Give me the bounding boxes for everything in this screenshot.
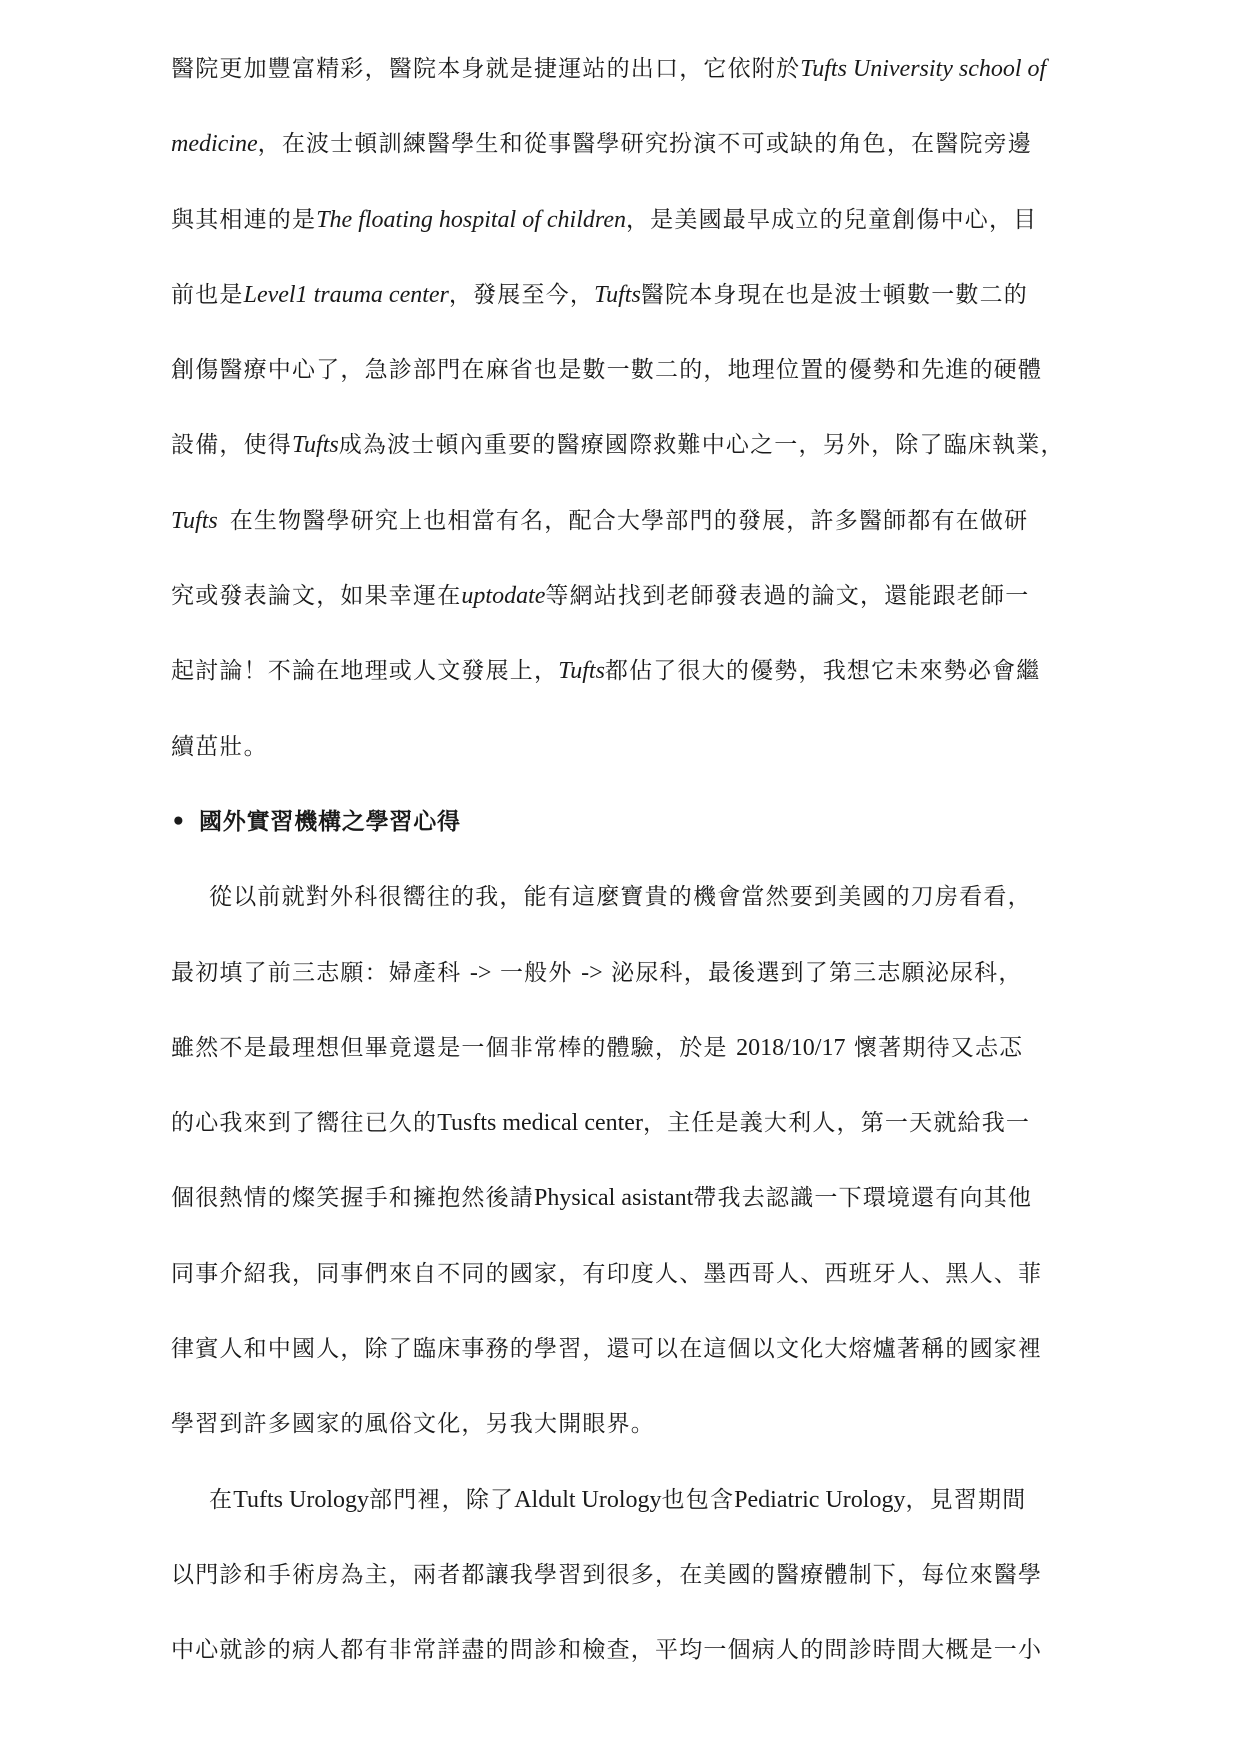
text-run: 都佔了很大的優勢，我想它未來勢必會繼: [604, 658, 1041, 685]
text-run: 醫院本身現在也是波士頓數一數二的: [640, 281, 1028, 308]
text-run: ，在波士頓訓練醫學生和從事醫學研究扮演不可或缺的角色，在醫院旁邊: [257, 131, 1033, 158]
text-run: 從以前就對外科很嚮往的我，能有這麼寶貴的機會當然要到美國的刀房看看，: [209, 884, 1032, 911]
text-line: [171, 46, 1071, 121]
english-term: The floating hospital of children: [316, 206, 626, 233]
text-run: 在生物醫學研究上也相當有名，配合大學部門的發展，許多醫師都有在做研: [229, 507, 1029, 534]
english-term: Tufts: [594, 281, 641, 308]
text-run: 創傷醫療中心了，急診部門在麻省也是數一數二的，地理位置的優勢和先進的硬體: [171, 357, 1043, 384]
text-line: [171, 874, 1071, 949]
section-heading: [171, 799, 1071, 874]
text-run: 帶我去認識一下環境還有向其他: [693, 1185, 1033, 1212]
text-run: 學習到許多國家的風俗文化，另我大開眼界。: [171, 1411, 655, 1438]
english-term: Physical asistant: [534, 1185, 694, 1212]
text-line: [171, 498, 1071, 573]
text-line: [171, 197, 1071, 272]
english-term: Tufts: [171, 507, 218, 534]
text-line: [171, 950, 1071, 1025]
text-run: ，發展至今，: [448, 281, 595, 308]
text-run: 究或發表論文，如果幸運在: [171, 583, 462, 610]
text-run: ，主任是義大利人，第一天就給我一: [642, 1110, 1031, 1137]
text-run: 等網站找到老師發表過的論文，還能跟老師一: [545, 583, 1030, 610]
english-term: Aldult Urology: [514, 1486, 662, 1513]
text-line: [171, 1326, 1071, 1401]
text-run: 前也是: [171, 281, 244, 308]
text-run: 個很熱情的燦笑握手和擁抱然後請: [171, 1185, 534, 1212]
text-run: 同事介紹我，同事們來自不同的國家，有印度人、墨西哥人、西班牙人、黑人、菲: [171, 1260, 1043, 1287]
text-run: 續茁壯。: [171, 733, 268, 760]
arrow-text: ->: [581, 959, 603, 986]
english-term: Tufts: [292, 432, 339, 459]
text-run: 雖然不是最理想但畢竟還是一個非常棒的體驗，於是: [171, 1034, 728, 1061]
date-text: 2018/10/17: [736, 1034, 846, 1061]
text-line: [171, 1477, 1071, 1552]
text-line: [171, 121, 1071, 196]
text-line: [171, 1627, 1071, 1702]
text-run: 設備，使得: [171, 432, 292, 459]
text-run: 與其相連的是: [171, 206, 317, 233]
text-line: [171, 422, 1071, 497]
english-term: medicine: [171, 131, 258, 158]
text-line: [171, 1552, 1071, 1627]
english-term: Pediatric Urology: [734, 1486, 906, 1513]
text-run: 成為波士頓內重要的醫療國際救難中心之一，另外，除了臨床執業，: [338, 432, 1065, 459]
text-run: 起討論！不論在地理或人文發展上，: [171, 658, 559, 685]
text-line: [171, 272, 1071, 347]
bullet-icon: •: [171, 808, 187, 835]
arrow-text: ->: [469, 959, 492, 986]
text-line: [171, 1175, 1071, 1250]
english-term: Level1 trauma center: [243, 281, 449, 308]
text-line: [171, 724, 1071, 799]
text-run: 的心我來到了嚮往已久的: [171, 1110, 438, 1137]
text-run: 在: [209, 1486, 234, 1513]
text-run: 泌尿科，最後選到了第三志願泌尿科，: [611, 959, 1023, 986]
text-run: 懷著期待又忐忑: [853, 1034, 1024, 1061]
english-term: uptodate: [461, 583, 546, 610]
document-page: [171, 46, 1071, 1703]
text-line: [171, 573, 1071, 648]
text-run: 以門診和手術房為主，兩者都讓我學習到很多，在美國的醫療體制下，每位來醫學: [171, 1561, 1043, 1588]
english-term: Tufts Urology: [233, 1486, 370, 1513]
text-line: [171, 1100, 1071, 1175]
text-run: 律賓人和中國人，除了臨床事務的學習，還可以在這個以文化大熔爐著稱的國家裡: [171, 1336, 1043, 1363]
text-line: [171, 1401, 1071, 1476]
text-run: 部門裡，除了: [369, 1486, 515, 1513]
text-line: [171, 1025, 1071, 1100]
text-run: 也包含: [661, 1486, 735, 1513]
english-term: Tusfts medical center: [437, 1110, 643, 1137]
section-heading-text: 國外實習機構之學習心得: [199, 808, 461, 835]
text-run: 最初填了前三志願：婦產科: [171, 959, 462, 986]
text-line: [171, 1251, 1071, 1326]
english-term: Tufts: [558, 658, 605, 685]
text-run: 醫院更加豐富精彩，醫院本身就是捷運站的出口，它依附於: [171, 56, 801, 82]
english-term: Tufts University school of: [800, 56, 1047, 82]
text-run: ，見習期間: [905, 1486, 1027, 1513]
text-line: [171, 347, 1071, 422]
text-run: 一般外: [499, 959, 573, 986]
text-run: ，是美國最早成立的兒童創傷中心，目: [625, 206, 1038, 233]
text-run: 中心就診的病人都有非常詳盡的問診和檢查，平均一個病人的問診時間大概是一小: [171, 1637, 1043, 1664]
text-line: [171, 648, 1071, 723]
